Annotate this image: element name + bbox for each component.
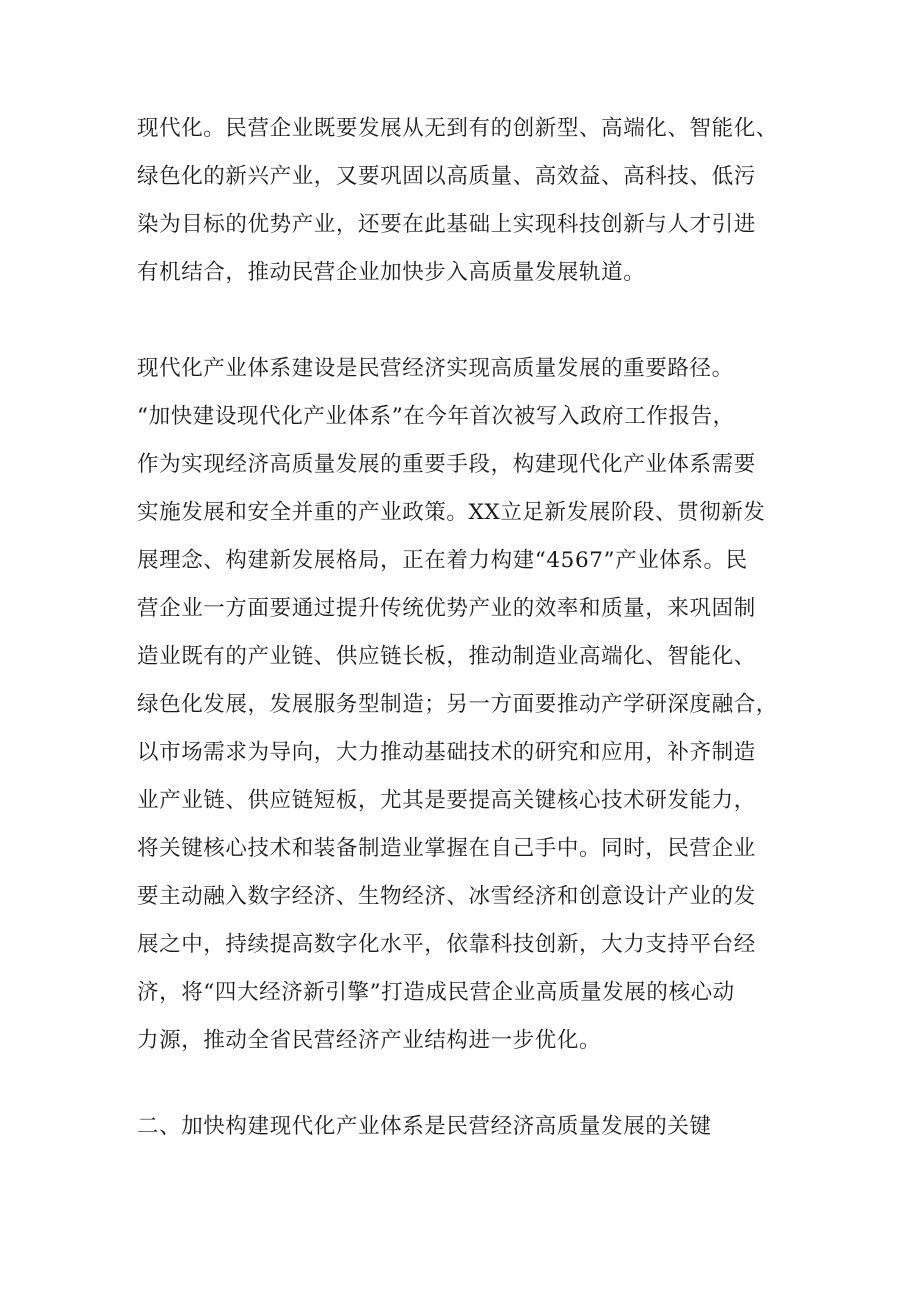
paragraph-line: 要主动融入数字经济、生物经济、冰雪经济和创意设计产业的发 [137, 884, 756, 909]
paragraph-line: 造业既有的产业链、供应链长板，推动制造业高端化、智能化、 [137, 644, 756, 669]
paragraph-line: 业产业链、供应链短板，尤其是要提高关键核心技术研发能力， [137, 788, 756, 813]
paragraph-line: 力源，推动全省民营经济产业结构进一步优化。 [137, 1028, 602, 1053]
paragraph-line: 将关键核心技术和装备制造业掌握在自己手中。同时，民营企业 [137, 836, 756, 861]
paragraph-line: 现代化产业体系建设是民营经济实现高质量发展的重要路径。 [137, 356, 734, 381]
paragraph-line: 有机结合，推动民营企业加快步入高质量发展轨道。 [137, 260, 646, 285]
paragraph-line: 以市场需求为导向，大力推动基础技术的研究和应用，补齐制造 [137, 740, 756, 765]
paragraph-line: 营企业一方面要通过提升传统优势产业的效率和质量，来巩固制 [137, 596, 756, 621]
paragraph-line: 现代化。民营企业既要发展从无到有的创新型、高端化、智能化、 [137, 116, 778, 141]
paragraph-line: 济，将“四大经济新引擎”打造成民营企业高质量发展的核心动 [137, 980, 735, 1005]
paragraph-line: 绿色化发展，发展服务型制造；另一方面要推动产学研深度融合， [137, 692, 778, 717]
paragraph-line: 实施发展和安全并重的产业政策。XX立足新发展阶段、贯彻新发 [137, 500, 766, 525]
section-heading: 二、加快构建现代化产业体系是民营经济高质量发展的关键 [137, 1114, 712, 1139]
paragraph-line: 作为实现经济高质量发展的重要手段，构建现代化产业体系需要 [137, 452, 756, 477]
paragraph-line: 展理念、构建新发展格局，正在着力构建“4567”产业体系。民 [137, 548, 748, 573]
paragraph-line: 绿色化的新兴产业，又要巩固以高质量、高效益、高科技、低污 [137, 164, 756, 189]
paragraph-line: 染为目标的优势产业，还要在此基础上实现科技创新与人才引进 [137, 212, 756, 237]
paragraph-line: 展之中，持续提高数字化水平，依靠科技创新，大力支持平台经 [137, 932, 756, 957]
paragraph-line: “加快建设现代化产业体系”在今年首次被写入政府工作报告， [137, 404, 735, 429]
